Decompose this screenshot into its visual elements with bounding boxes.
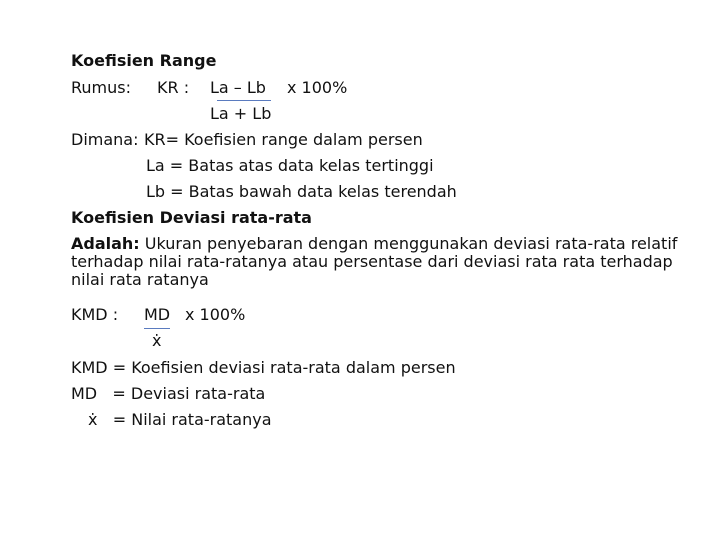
kmd-fraction-bar <box>144 328 170 329</box>
adalah-label: Adalah: <box>71 234 140 253</box>
definition-kmd: KMD = Koefisien deviasi rata-rata dalam persen <box>71 358 456 377</box>
kr-lhs: KR : <box>157 78 190 97</box>
kr-denominator: La + Lb <box>210 104 272 123</box>
kmd-denominator: ẋ <box>152 331 162 350</box>
kmd-numerator: MD <box>144 305 171 324</box>
kr-times: x 100% <box>287 78 348 97</box>
kmd-times: x 100% <box>185 305 246 324</box>
definition-la: La = Batas atas data kelas tertinggi <box>146 156 434 175</box>
dimana-label: Dimana: <box>71 130 139 149</box>
kr-numerator: La – Lb <box>210 78 266 97</box>
kr-fraction-bar <box>217 100 271 101</box>
dimana-kr: KR= Koefisien range dalam persen <box>144 130 423 149</box>
kmd-lhs: KMD : <box>71 305 119 324</box>
definition-lb: Lb = Batas bawah data kelas terendah <box>146 182 457 201</box>
heading-koefisien-range: Koefisien Range <box>71 51 217 70</box>
rumus-label: Rumus: <box>71 78 131 97</box>
definition-x: ẋ = Nilai rata-ratanya <box>88 410 272 429</box>
adalah-paragraph <box>71 235 681 289</box>
adalah-text: Ukuran penyebaran dengan menggunakan deviasi rata-rata relatif terhadap nilai rata-ratanya atau persentase dari deviasi rata rata terhadap nilai rata ratanya <box>71 234 678 289</box>
definition-md: MD = Deviasi rata-rata <box>71 384 266 403</box>
heading-koefisien-deviasi: Koefisien Deviasi rata-rata <box>71 208 312 227</box>
